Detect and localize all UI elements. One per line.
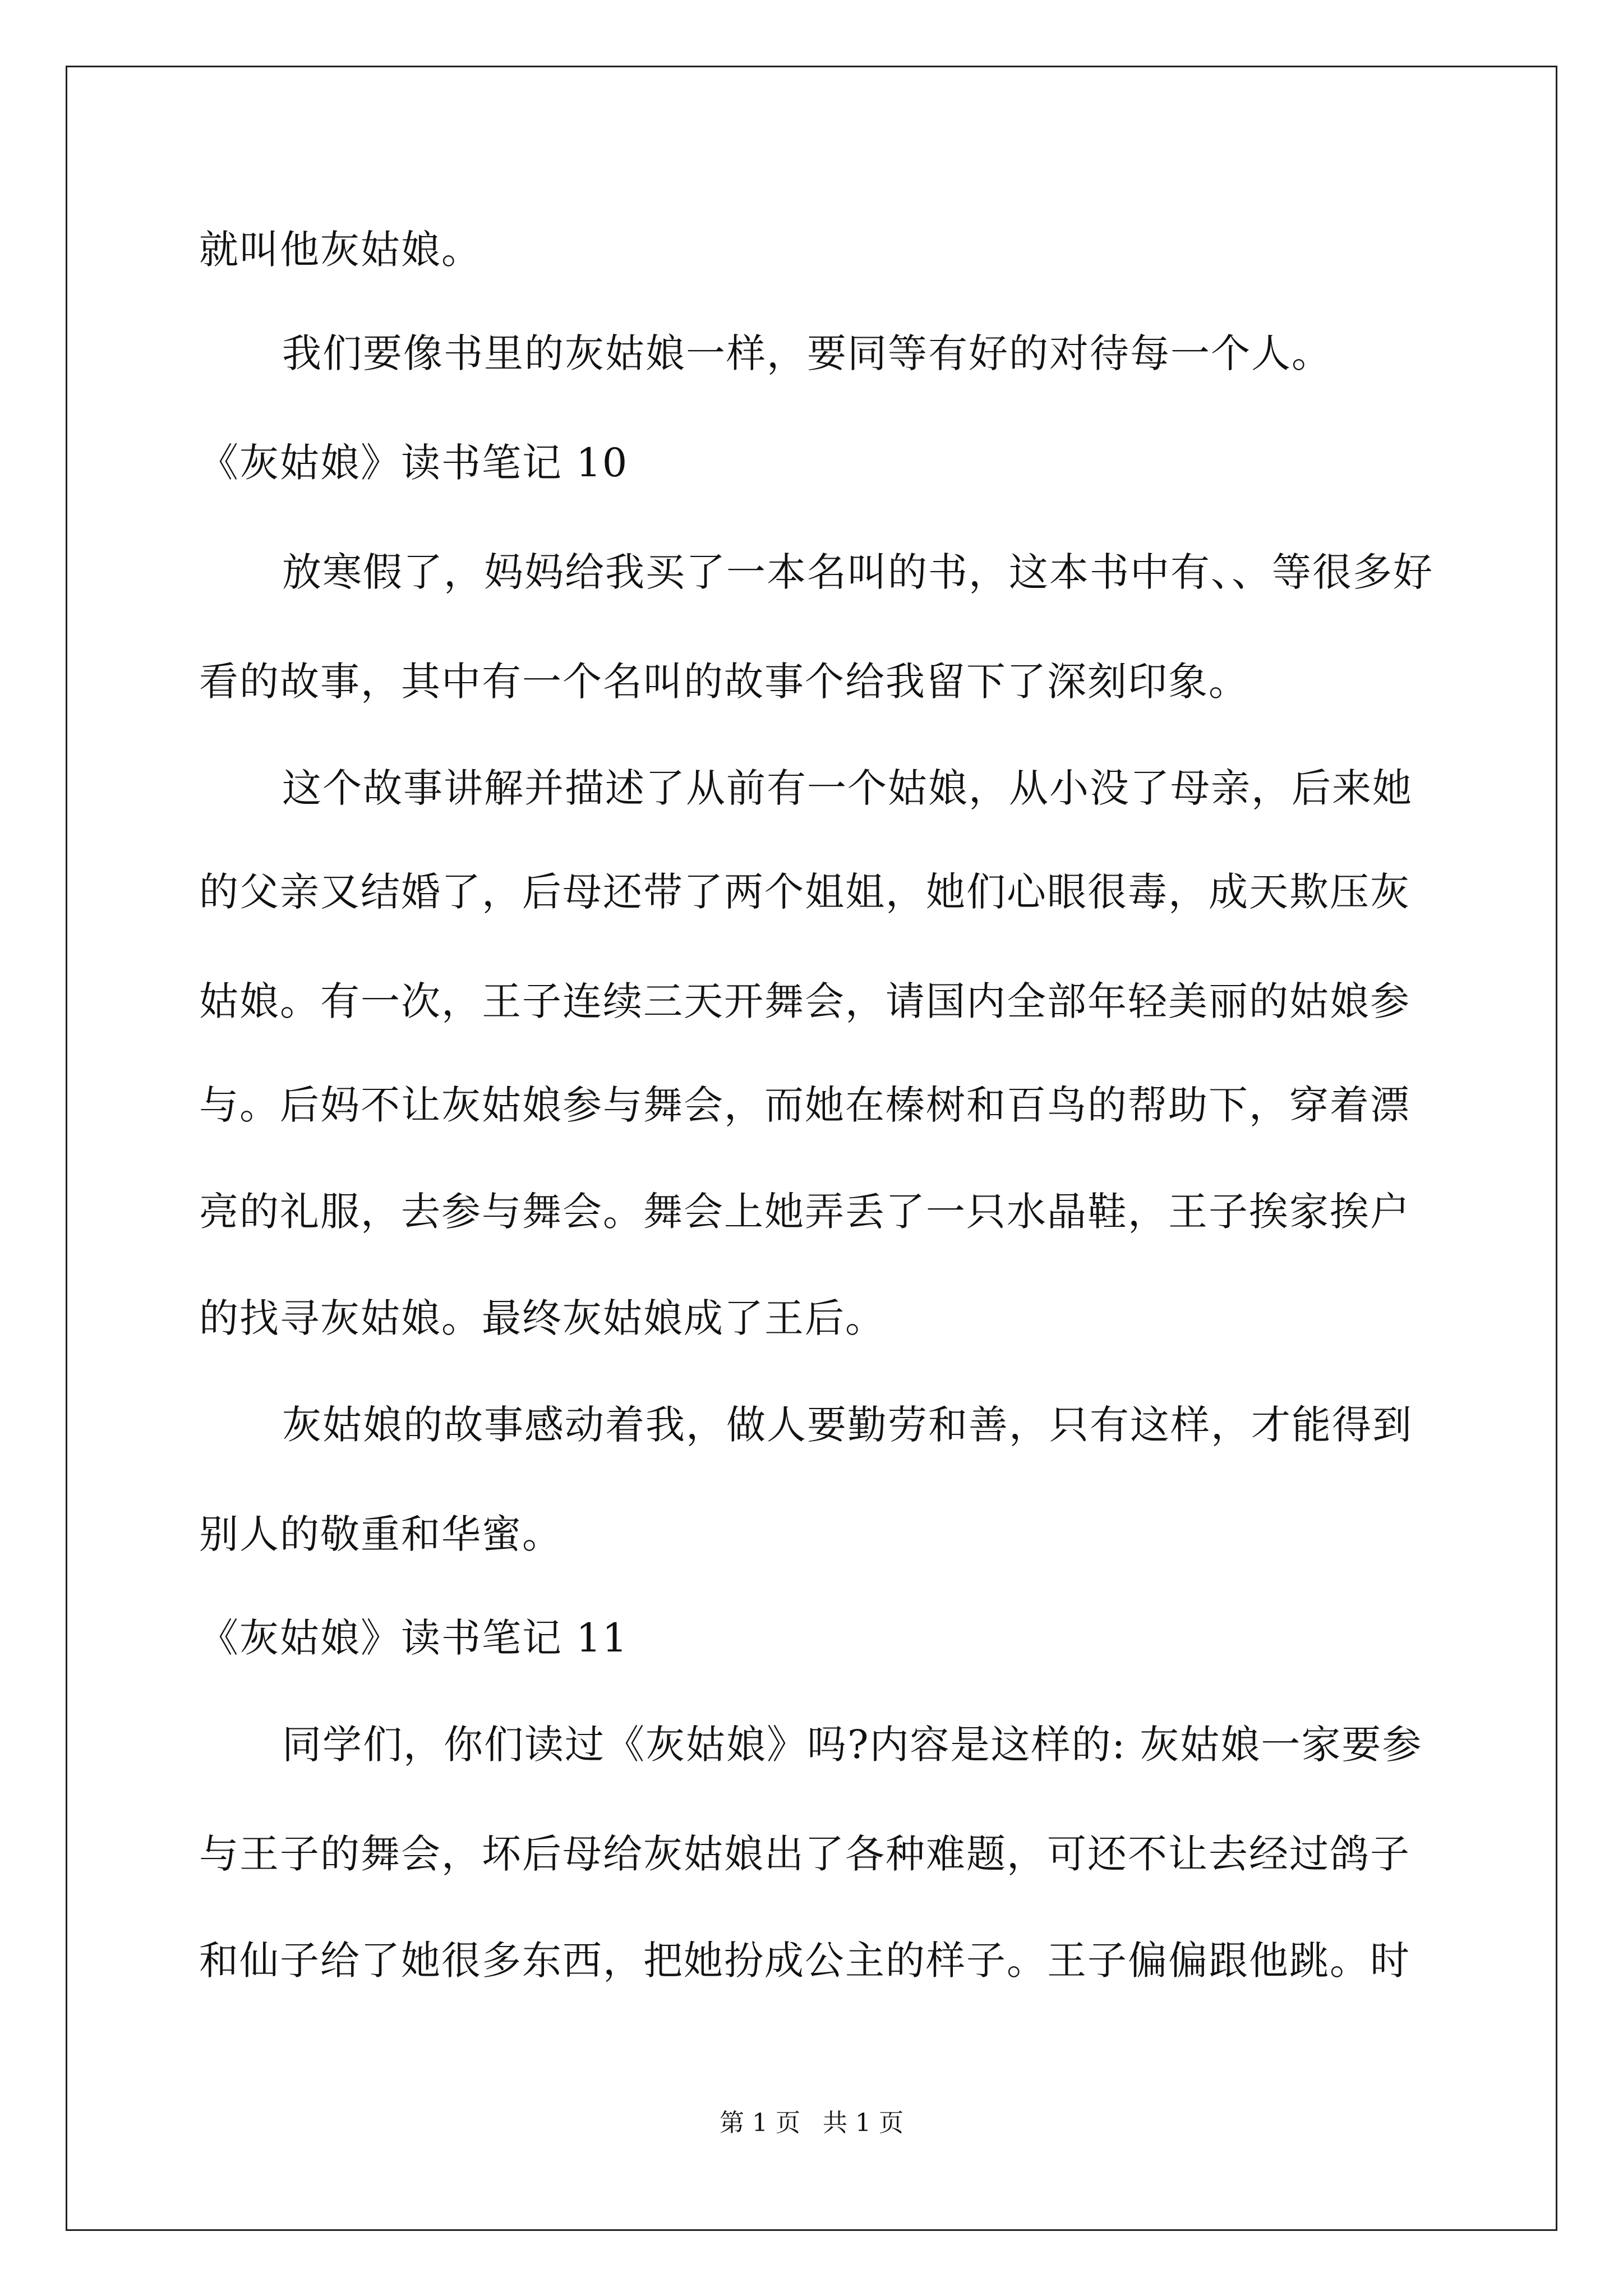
text-line: 同学们，你们读过《灰姑娘》吗?内容是这样的: 灰姑娘一家要参 (282, 1722, 1423, 1768)
page-footer (0, 2106, 1623, 2140)
text-line: 灰姑娘的故事感动着我，做人要勤劳和善，只有这样，才能得到 (282, 1402, 1413, 1448)
text-line: 我们要像书里的灰姑娘一样，要同等有好的对待每一个人。 (282, 330, 1332, 376)
page-number: 第 1 页 (720, 2109, 800, 2137)
text-line: 与。后妈不让灰姑娘参与舞会，而她在榛树和百鸟的帮助下，穿着漂 (199, 1082, 1410, 1128)
section-heading: 《灰姑娘》读书笔记 11 (199, 1615, 629, 1661)
text-line: 的找寻灰姑娘。最终灰姑娘成了王后。 (199, 1295, 886, 1341)
text-line: 与王子的舞会，坏后母给灰姑娘出了各种难题，可还不让去经过鸽子 (199, 1831, 1410, 1877)
text-line: 放寒假了，妈妈给我买了一本名叫的书，这本书中有、、等很多好 (282, 549, 1433, 595)
section-heading: 《灰姑娘》读书笔记 10 (199, 440, 629, 486)
text-line: 就叫他灰姑娘。 (199, 227, 482, 273)
text-line: 亮的礼服，去参与舞会。舞会上她弄丢了一只水晶鞋，王子挨家挨户 (199, 1189, 1410, 1235)
text-line: 这个故事讲解并描述了从前有一个姑娘，从小没了母亲，后来她 (282, 765, 1413, 811)
text-line: 别人的敬重和华蜜。 (199, 1511, 562, 1557)
text-line: 姑娘。有一次，王子连续三天开舞会，请国内全部年轻美丽的姑娘参 (199, 978, 1410, 1024)
page-total: 共 1 页 (823, 2109, 903, 2137)
text-line: 和仙子给了她很多东西，把她扮成公主的样子。王子偏偏跟他跳。时 (199, 1938, 1410, 1984)
text-line: 看的故事，其中有一个名叫的故事个给我留下了深刻印象。 (199, 659, 1249, 705)
text-line: 的父亲又结婚了，后母还带了两个姐姐，她们心眼很毒，成天欺压灰 (199, 869, 1410, 915)
